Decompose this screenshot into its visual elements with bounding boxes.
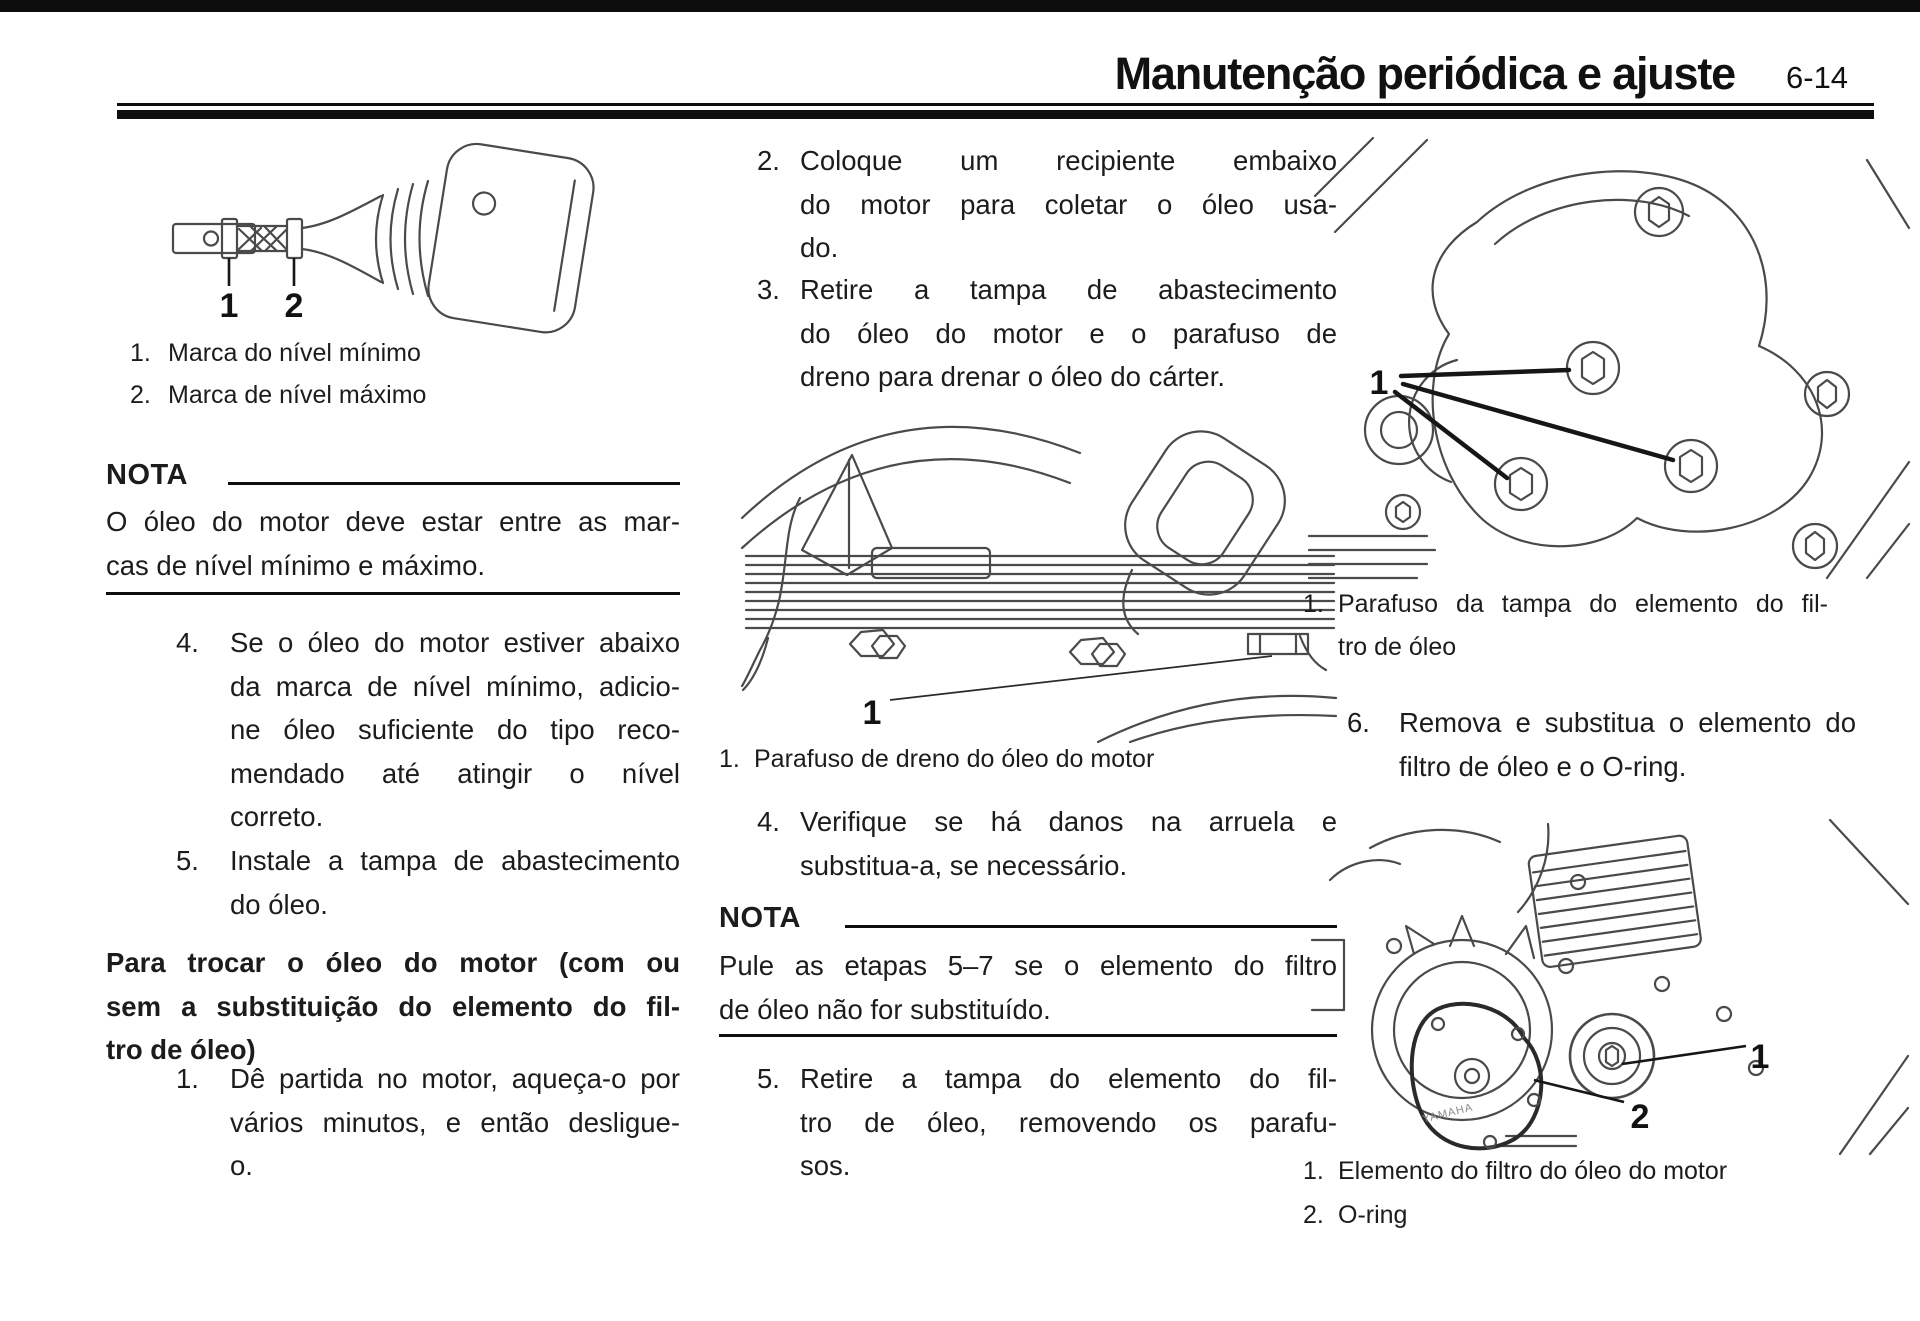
dipstick-figure bbox=[165, 145, 595, 330]
caption-text: Marca do nível mínimo bbox=[168, 339, 421, 367]
caption-text: Parafuso de dreno do óleo do motor bbox=[754, 745, 1155, 773]
step-text: Remova e substitua o elemento do filtro de óleo e o O-ring. bbox=[1399, 707, 1856, 782]
filter-callout-2: 2 bbox=[1630, 1098, 1650, 1136]
note-label: NOTA bbox=[719, 902, 802, 934]
header-rule-thick bbox=[117, 110, 1874, 119]
oil-filter-element-figure bbox=[1310, 818, 1910, 1148]
figure-caption bbox=[719, 738, 1319, 781]
dipstick-callout-2: 2 bbox=[284, 287, 304, 325]
step-text: Instale a tampa de abastecimento do óleo. bbox=[230, 845, 680, 920]
drain-bolt-callout-1: 1 bbox=[862, 694, 882, 732]
figure-caption bbox=[1303, 1194, 1863, 1237]
note-end-rule bbox=[106, 592, 680, 595]
step-number: 4. bbox=[176, 627, 199, 658]
header-rule-thin bbox=[117, 103, 1874, 106]
caption-text: O-ring bbox=[1338, 1201, 1408, 1229]
caption-text: Marca de nível máximo bbox=[168, 381, 427, 409]
caption-text: Elemento do filtro do óleo do motor bbox=[1338, 1157, 1728, 1185]
note-label: NOTA bbox=[106, 459, 189, 491]
figure-caption bbox=[130, 332, 600, 375]
page-title: Manutenção periódica e ajuste bbox=[1114, 48, 1735, 99]
caption-number: 2. bbox=[130, 381, 151, 409]
note-body: O óleo do motor deve estar entre as mar- cas de nível mínimo e máximo. bbox=[106, 506, 680, 581]
figure-caption bbox=[1303, 583, 1828, 669]
step-text: Dê partida no motor, aqueça-o por vários minutos, e então desligue- o. bbox=[230, 1063, 680, 1181]
step-number: 5. bbox=[176, 845, 199, 876]
step-item bbox=[757, 139, 1337, 270]
note-rule bbox=[845, 925, 1337, 928]
caption-number: 1. bbox=[130, 339, 151, 367]
step-number: 5. bbox=[757, 1063, 780, 1094]
engine-drain-bolt-figure bbox=[740, 398, 1340, 743]
figure-caption bbox=[130, 374, 600, 417]
caption-number: 1. bbox=[1303, 1157, 1324, 1185]
filter-cover-figure bbox=[1307, 132, 1910, 580]
step-text: Retire a tampa do elemento do fil- tro de óleo, removendo os parafu- sos. bbox=[800, 1063, 1337, 1181]
note-end-rule bbox=[719, 1034, 1337, 1037]
caption-text: Parafuso da tampa do elemento do fil- tro de óleo bbox=[1338, 590, 1828, 661]
step-item bbox=[1347, 701, 1856, 788]
step-item bbox=[176, 839, 680, 926]
cover-bolt-callout-1: 1 bbox=[1369, 364, 1389, 402]
procedure-heading: Para trocar o óleo do motor (com ou sem a substituição do elemento do fil- tro de óleo) bbox=[106, 947, 680, 1065]
dipstick-callout-1: 1 bbox=[219, 287, 239, 325]
figure-caption bbox=[1303, 1150, 1863, 1193]
engine-logo-text: YAMAHA bbox=[1421, 1101, 1475, 1126]
step-text: Se o óleo do motor estiver abaixo da marca de nível mínimo, adicio- ne óleo suficiente do tipo reco- mendado até atingir o nível correto. bbox=[230, 627, 680, 832]
step-item bbox=[757, 800, 1337, 887]
note-rule bbox=[228, 482, 680, 485]
step-text: Coloque um recipiente embaixo do motor para coletar o óleo usa- do. bbox=[800, 145, 1337, 263]
step-text: Retire a tampa de abastecimento do óleo do motor e o parafuso de dreno para drenar o óleo do cárter. bbox=[800, 274, 1337, 392]
caption-number: 1. bbox=[719, 745, 740, 773]
step-item bbox=[176, 1057, 680, 1188]
step-item bbox=[757, 1057, 1337, 1188]
step-number: 6. bbox=[1347, 707, 1370, 738]
filter-callout-1: 1 bbox=[1750, 1038, 1770, 1076]
step-text: Verifique se há danos na arruela e substitua-a, se necessário. bbox=[800, 806, 1337, 881]
caption-number: 1. bbox=[1303, 590, 1324, 618]
caption-number: 2. bbox=[1303, 1201, 1324, 1229]
step-item bbox=[757, 268, 1337, 399]
step-number: 3. bbox=[757, 274, 780, 305]
step-number: 4. bbox=[757, 806, 780, 837]
step-number: 1. bbox=[176, 1063, 199, 1094]
page-number: 6-14 bbox=[1786, 60, 1849, 95]
page-top-scan-bar bbox=[0, 0, 1920, 12]
step-item bbox=[176, 621, 680, 839]
step-number: 2. bbox=[757, 145, 780, 176]
note-body: Pule as etapas 5–7 se o elemento do filtro de óleo não for substituído. bbox=[719, 950, 1337, 1025]
